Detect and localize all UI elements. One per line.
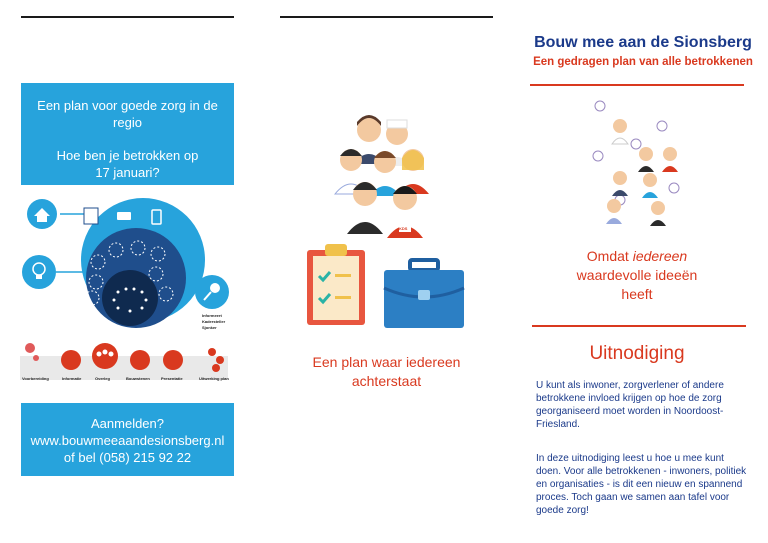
quote [530, 247, 744, 304]
step-label-6: Uitwerking plan [199, 376, 229, 381]
right-mid-rule [532, 325, 746, 327]
clipboard-icon [305, 242, 367, 327]
infographic-side-3: Sjonker [202, 325, 217, 330]
brochure-subtitle: Een gedragen plan van alle betrokkenen [533, 56, 753, 68]
step-label-1: Voorbereiding [22, 376, 49, 381]
quote-emphasis: iedereen [632, 248, 688, 264]
step-label-5: Presentatie [161, 376, 183, 381]
intro-line-3: 17 januari? [95, 165, 160, 180]
process-infographic [18, 190, 238, 390]
step-label-2: Informatie [62, 376, 82, 381]
signup-phone: of bel (058) 215 92 22 [63, 450, 192, 465]
signup-box [21, 403, 234, 476]
middle-caption [280, 353, 493, 391]
quote-line-2: waardevolle ideeën [576, 267, 698, 283]
invitation-paragraph-1: U kunt als inwoner, zorgverlener of andere betrokkene invloed krijgen op hoe de zorg georganiseerd moet worden in Noordoost-Friesland. [536, 380, 724, 430]
left-top-rule [21, 16, 234, 18]
invitation-paragraph-2: In deze uitnodiging leest u hoe u mee kunt doen. Voor alle betrokkenen - inwoners, politiek en organisaties - is dit een nieuw en spannend proces. Toch gaan we samen aan tafel voor goede zorg! [536, 453, 747, 516]
right-title-rule [530, 84, 744, 86]
quote-line-3: heeft [621, 286, 653, 302]
infographic-side-2: Kadersteller [202, 319, 226, 324]
intro-line-1: Een plan voor goede zorg in de regio [37, 98, 218, 130]
quote-line-1 [530, 247, 744, 266]
intro-box [21, 83, 234, 185]
step-label-4: Bouwstenen [126, 376, 150, 381]
middle-caption-line-2: achterstaat [351, 373, 422, 389]
intro-line-2: Hoe ben je betrokken op [56, 148, 199, 163]
infographic-side-1: Informeert [202, 313, 222, 318]
people-group-illustration [325, 108, 445, 243]
invitation-heading: Uitnodiging [589, 343, 685, 364]
step-label-3: Overleg [95, 376, 110, 381]
middle-caption-line-1: Een plan waar iedereen [312, 354, 461, 370]
quote-pre: Omdat [586, 248, 633, 264]
brochure-title: Bouw mee aan de Sionsberg [534, 34, 752, 51]
ideas-people-illustration [590, 96, 686, 228]
middle-top-rule [280, 16, 493, 18]
person-badge: KDS [399, 226, 408, 231]
signup-url[interactable]: www.bouwmeeaandesionsberg.nl [30, 433, 225, 448]
signup-line-1: Aanmelden? [91, 416, 164, 431]
briefcase-icon [382, 258, 466, 330]
